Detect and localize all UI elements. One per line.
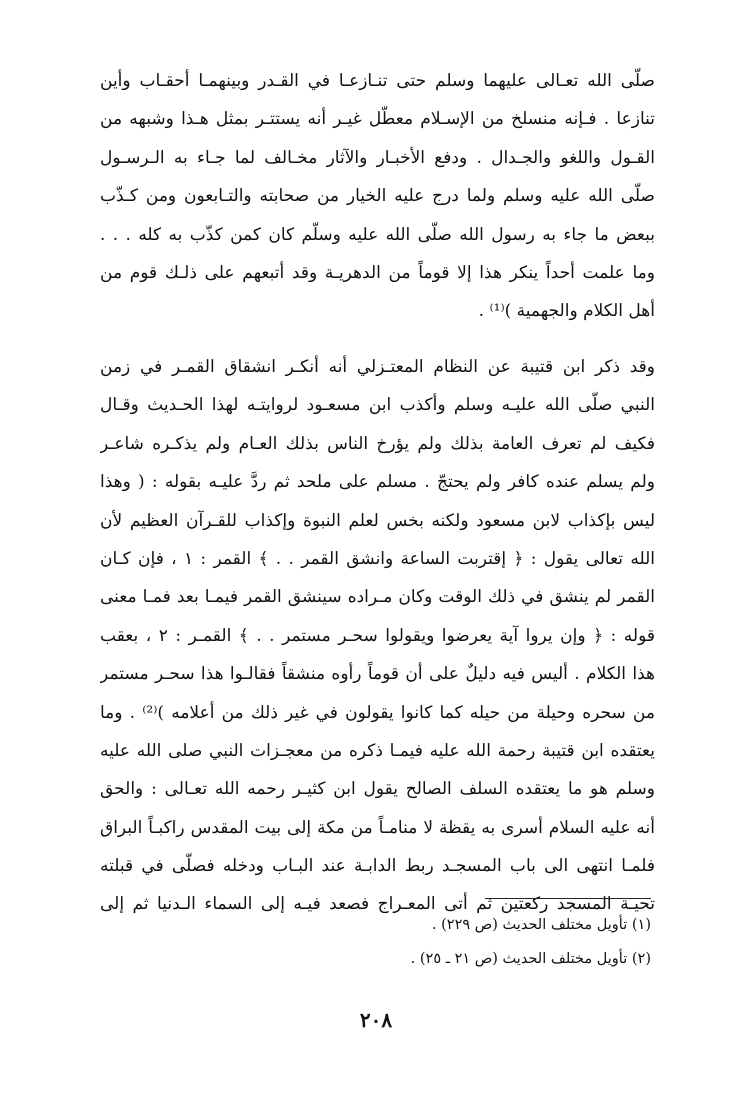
text-line: تنازعا . فـإنه منسلخ من الإسـلام معطّل غيـر أنه يستتـر بمثل هـذا وشبهه من — [100, 109, 655, 130]
text-line: قوله : ﴿ وإن يروا آية يعرضوا ويقولوا سحـر مستمر . . ﴾ القمـر : ٢ ، بعقب — [100, 625, 655, 646]
text-line: صلّى الله تعـالى عليهما وسلم حتى تنـازعـا في القـدر وبينهمـا أحقـاب وأين — [100, 71, 655, 91]
text-line: صلّى الله عليه وسلم ولما درج عليه الخيار من صحابته والتـابعون ومن كـذّب — [100, 186, 655, 207]
text-line: النبي صلّى الله عليـه وسلم وأكذب ابن مسعـود لروايتـه لهذا الحـديث وقـال — [100, 395, 655, 416]
text-line: فكيف لم تعرف العامة بذلك ولم يؤرخ الناس بذلك العـام ولم يذكـره شاعـر — [100, 433, 655, 454]
paragraph-1 — [100, 62, 655, 331]
text-line: وما علمت أحداً ينكر هذا إلا قوماً من الدهريـة وقد أتبعهم على ذلـك قوم من — [100, 262, 655, 283]
footnote-2: (٢) تأويل مختلف الحديث (ص ٢١ ـ ٢٥) . — [410, 951, 651, 967]
text-line: وقد ذكر ابن قتيبة عن النظام المعتـزلي أنه أنكـر انشقاق القمـر في زمن — [100, 357, 655, 377]
text-line: ببعض ما جاء به رسول الله صلّى الله عليه وسلّم كان كمن كذّب به كله . . . — [100, 224, 655, 245]
text-line: أهل الكلام والجهمية )⁽¹⁾ . — [478, 301, 655, 322]
text-line: القمر لم ينشق في ذلك الوقت وكان مـراده سينشق القمر فيمـا بعد فمـا معنى — [100, 587, 655, 608]
page-number: ٢٠٨ — [359, 1008, 393, 1032]
text-line: فلمـا انتهى الى باب المسجـد ربط الدابـة عند البـاب ودخله فصلّى في قبلته — [100, 856, 655, 877]
text-line: وسلم هو ما يعتقده السلف الصالح يقول ابن كثيـر رحمه الله تعـالى : والحق — [100, 779, 655, 800]
paragraph-2 — [100, 348, 655, 924]
text-line: من سحره وحيلة من حيله كما كانوا يقولون في غير ذلك من أعلامه )⁽²⁾ . وما — [100, 702, 655, 723]
footnote-divider — [485, 898, 651, 899]
text-line: ليس بإكذاب لابن مسعود ولكنه بخس لعلم النبوة وإكذاب للقـرآن العظيم لأن — [100, 510, 655, 531]
footnotes — [300, 908, 651, 976]
text-line: الله تعالى يقول : ﴿ إقتربت الساعة وانشق القمر . . ﴾ القمر : ١ ، فإن كـان — [100, 548, 655, 569]
text-line: هذا الكلام . أليس فيه دليلٌ على أن قوماً رأوه منشقاً فقالـوا هذا سحـر مستمر — [100, 664, 655, 685]
text-line: يعتقده ابن قتيبة رحمة الله عليه فيمـا ذكره من معجـزات النبي صلى الله عليه — [100, 740, 655, 761]
text-line: أنه عليه السلام أسرى به يقظة لا منامـاً من مكة إلى بيت المقدس راكبـاً البراق — [100, 817, 655, 838]
text-line: ولم يسلم عنده كافر ولم يحتجّ . مسلم على ملحد ثم ردَّ عليـه بقوله : ( وهذا — [100, 472, 655, 493]
footnote-1: (١) تأويل مختلف الحديث (ص ٢٢٩) . — [431, 917, 651, 933]
text-line: تحيـة المسجد ركعتين ثم أتى المعـراج فصعد فيـه إلى السماء الـدنيا ثم إلى — [100, 894, 655, 915]
text-line: القـول واللغو والجـدال . ودفع الأخبـار والآثار مخـالف لما جـاء به الـرسـول — [100, 147, 655, 168]
